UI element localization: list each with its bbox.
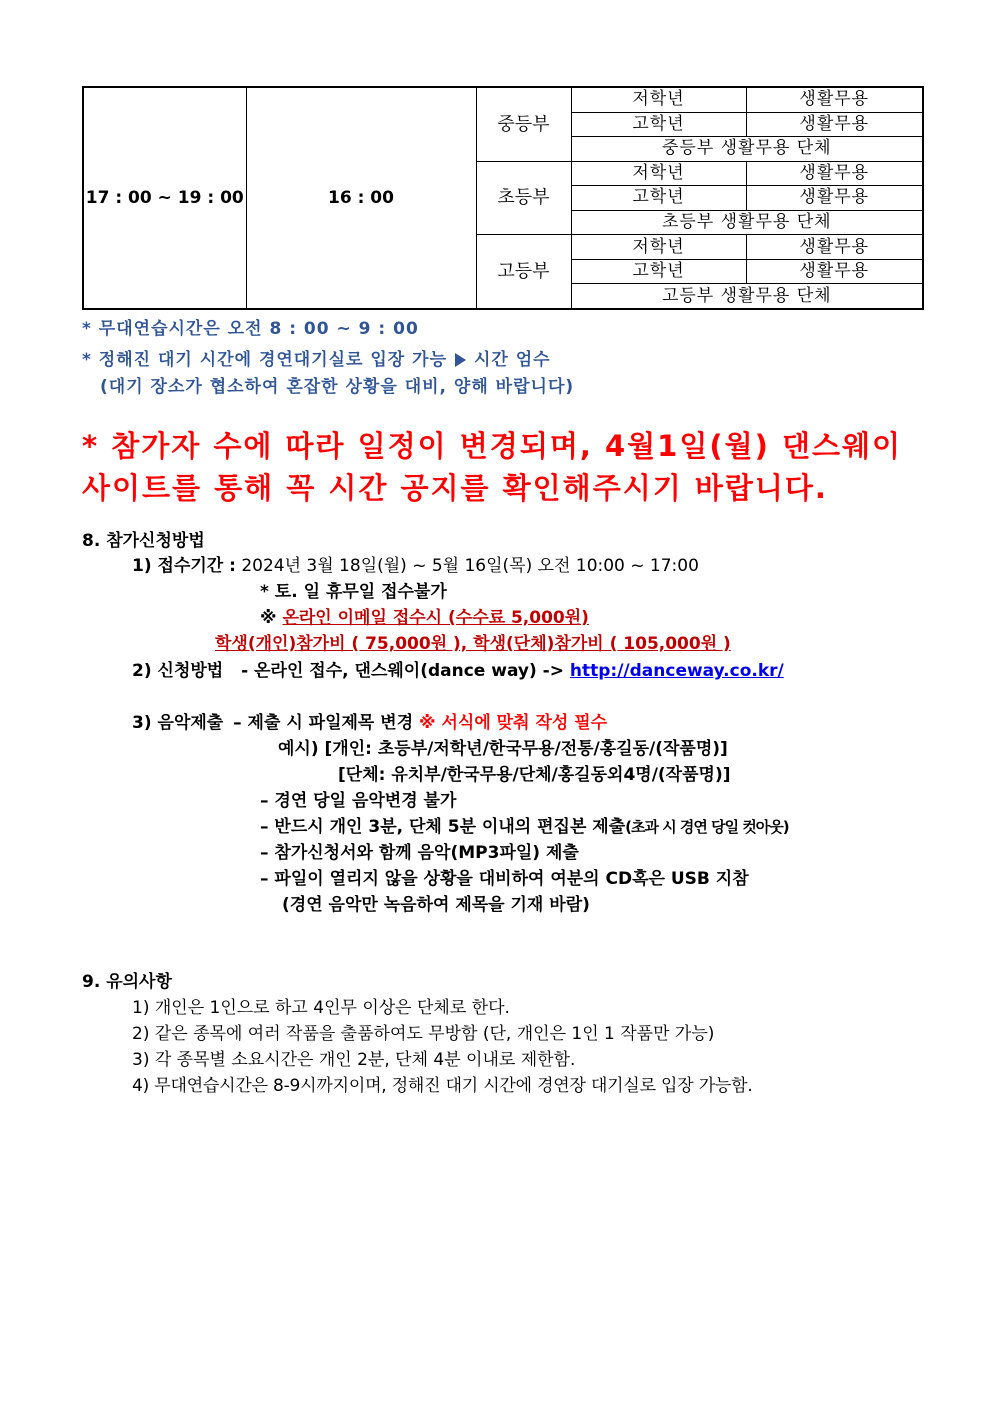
group-category-cell: 고등부 생활무용 단체 <box>571 284 923 309</box>
category-cell: 생활무용 <box>746 186 923 211</box>
caution-item: 1) 개인은 1인으로 하고 4인무 이상은 단체로 한다. <box>132 998 510 1018</box>
announcement-line-1: * 참가자 수에 따라 일정이 변경되며, 4월1일(월) 댄스웨이 <box>82 429 903 463</box>
music-submission-label: 3) 음악제출 <box>132 713 224 733</box>
category-cell: 생활무용 <box>746 259 923 284</box>
music-rule-text: – 반드시 개인 3분, 단체 5분 이내의 편집본 제출 <box>260 817 626 837</box>
time-start-cell: 16 : 00 <box>246 87 476 309</box>
grade-cell: 저학년 <box>571 87 746 112</box>
caution-item: 2) 같은 종목에 여러 작품을 출품하여도 무방함 (단, 개인은 1인 1 작품만 가능) <box>132 1024 715 1044</box>
music-rule-suffix: (초과 시 경연 당일 컷아웃) <box>625 818 789 836</box>
category-cell: 생활무용 <box>746 235 923 260</box>
application-period <box>132 551 699 576</box>
category-cell: 생활무용 <box>746 161 923 186</box>
note-time-strict: 시간 엄수 <box>474 350 551 370</box>
application-period-value: 2024년 3월 18일(월) ~ 5월 16일(목) 오전 10:00 ~ 17:00 <box>241 556 699 576</box>
format-required-note: ※ 서식에 맞춰 작성 필수 <box>419 713 608 733</box>
group-category-cell: 중등부 생활무용 단체 <box>571 137 923 162</box>
music-submission <box>132 708 607 733</box>
music-rule: – 파일이 열리지 않을 상황을 대비하여 여분의 CD혹은 USB 지참 <box>260 869 749 889</box>
caution-item: 3) 각 종목별 소요시간은 개인 2분, 단체 4분 이내로 제한함. <box>132 1050 576 1070</box>
music-rule: – 참가신청서와 함께 음악(MP3파일) 제출 <box>260 843 579 863</box>
division-cell: 고등부 <box>476 235 571 309</box>
section-8-heading: 8. 참가신청방법 <box>82 531 205 551</box>
category-cell: 생활무용 <box>746 112 923 137</box>
grade-cell: 고학년 <box>571 186 746 211</box>
music-rule-note: (경연 음악만 녹음하여 제목을 기재 바람) <box>282 895 590 915</box>
danceway-link[interactable]: http://danceway.co.kr/ <box>569 661 784 681</box>
group-category-cell: 초등부 생활무용 단체 <box>571 210 923 235</box>
music-submission-value: – 제출 시 파일제목 변경 <box>233 713 414 733</box>
example-individual: 예시) [개인: 초등부/저학년/한국무용/전통/홍길동/(작품명)] <box>278 739 728 759</box>
time-range-cell: 17 : 00 ~ 19 : 00 <box>83 87 246 309</box>
note-waiting-reason: (대기 장소가 협소하여 혼잡한 상황을 대비, 양해 바랍니다) <box>100 377 575 397</box>
reference-mark: ※ <box>260 608 277 628</box>
division-cell: 초등부 <box>476 161 571 235</box>
note-waiting-entry <box>82 345 551 370</box>
category-cell: 생활무용 <box>746 87 923 112</box>
example-group: [단체: 유치부/한국무용/단체/홍길동외4명/(작품명)] <box>338 765 731 785</box>
online-fee-text: 온라인 이메일 접수시 (수수료 5,000원) <box>282 608 589 628</box>
application-method-value: - 온라인 접수, 댄스웨이(dance way) -> <box>241 661 564 681</box>
music-rule <box>260 812 789 837</box>
grade-cell: 저학년 <box>571 161 746 186</box>
application-method <box>132 656 784 681</box>
music-rule: – 경연 당일 음악변경 불가 <box>260 791 457 811</box>
weekend-note: * 토. 일 휴무일 접수불가 <box>260 582 447 602</box>
grade-cell: 저학년 <box>571 235 746 260</box>
triangle-right-icon <box>455 353 466 367</box>
grade-cell: 고학년 <box>571 259 746 284</box>
note-rehearsal-time: * 무대연습시간은 오전 8 : 00 ~ 9 : 00 <box>82 319 419 339</box>
division-cell: 중등부 <box>476 87 571 161</box>
entry-fee-text: 학생(개인)참가비 ( 75,000원 ), 학생(단체)참가비 ( 105,000원 ) <box>215 634 731 654</box>
announcement-line-2: 사이트를 통해 꼭 시간 공지를 확인해주시기 바랍니다. <box>82 471 828 505</box>
application-period-label: 1) 접수기간 : <box>132 556 236 576</box>
note-waiting-text: * 정해진 대기 시간에 경연대기실로 입장 가능 <box>82 350 447 370</box>
online-fee-note <box>260 603 589 628</box>
section-9-heading: 9. 유의사항 <box>82 972 172 992</box>
grade-cell: 고학년 <box>571 112 746 137</box>
application-method-label: 2) 신청방법 <box>132 661 224 681</box>
schedule-table <box>82 86 924 310</box>
caution-item: 4) 무대연습시간은 8-9시까지이며, 정해진 대기 시간에 경연장 대기실로 입장 가능함. <box>132 1076 753 1096</box>
